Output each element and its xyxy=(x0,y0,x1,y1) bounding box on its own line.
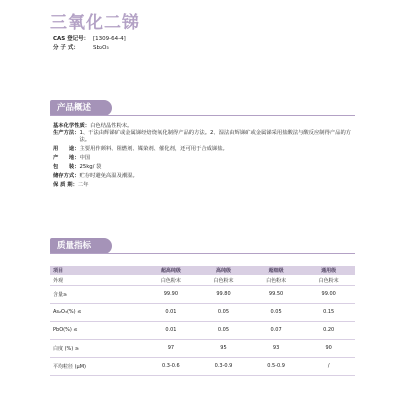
overview-value: 贮存时避免高温及潮湿。 xyxy=(79,173,138,179)
table-header-row xyxy=(50,266,355,275)
section-header-quality xyxy=(50,238,355,254)
formula-label: 分 子 式： xyxy=(53,45,79,51)
overview-key: 包 装： xyxy=(53,164,80,170)
overview-value: 中国 xyxy=(79,155,91,161)
cas-value: [1309-64-4] xyxy=(93,36,126,42)
overview-row-packaging xyxy=(53,164,353,171)
cas-number xyxy=(53,36,126,43)
overview-row-origin xyxy=(53,155,353,162)
overview-row-usage xyxy=(53,146,353,153)
section-divider xyxy=(50,115,355,116)
overview-value: 白色结晶性粉末。 xyxy=(90,123,133,129)
section-header-overview xyxy=(50,100,355,116)
overview-value: 1、干法由辉锑矿或金属锑经焙烧氧化制得产品的方法。2、湿法由辉锑矿或金属锑采用盐酸法与酸反应制得产品的方法。 xyxy=(79,130,352,143)
page-title: 三氧化二锑 xyxy=(50,13,140,33)
table-cell: 0.05 xyxy=(250,303,303,321)
table-cell: 0.05 xyxy=(197,303,250,321)
table-cell: 0.3-0.9 xyxy=(197,357,250,375)
formula-value: Sb₂O₃ xyxy=(93,45,109,51)
table-cell: 0.01 xyxy=(145,321,198,339)
table-cell: 93 xyxy=(250,339,303,357)
table-cell: 0.5-0.9 xyxy=(250,357,303,375)
overview-key: 基本化学性质： xyxy=(53,123,91,129)
table-row xyxy=(50,357,355,375)
table-cell: 0.01 xyxy=(145,303,198,321)
table-cell: 白色粉末 xyxy=(250,275,303,285)
table-row xyxy=(50,303,355,321)
overview-key: 产 地： xyxy=(53,155,80,161)
overview-row-properties xyxy=(53,123,353,130)
table-cell: As₂O₃(%) ≤ xyxy=(50,303,145,321)
cas-label: CAS 登记号： xyxy=(53,36,90,42)
table-cell: 0.20 xyxy=(302,321,355,339)
table-cell: 99.00 xyxy=(302,285,355,303)
overview-value: 主要用作颜料、阻燃剂、媒染剂、催化剂，还可用于合成锑盐。 xyxy=(79,146,228,152)
table-cell: 白色粉末 xyxy=(302,275,355,285)
overview-value: 二年 xyxy=(77,182,89,188)
table-header-cell: 项目 xyxy=(50,266,145,275)
table-cell: 0.15 xyxy=(302,303,355,321)
table-row xyxy=(50,275,355,285)
table-cell: 90 xyxy=(302,339,355,357)
overview-key: 保 质 期： xyxy=(53,182,78,188)
section-divider xyxy=(50,253,355,254)
table-cell: 0.3-0.6 xyxy=(145,357,198,375)
table-cell: 白色粉末 xyxy=(145,275,198,285)
table-cell: 99.80 xyxy=(197,285,250,303)
table-cell: 97 xyxy=(145,339,198,357)
section-title-overview: 产品概述 xyxy=(50,100,112,116)
table-header-cell: 通用级 xyxy=(302,266,355,275)
overview-value: 25kg/ 袋 xyxy=(79,164,102,170)
table-row xyxy=(50,321,355,339)
overview-key: 储存方式： xyxy=(53,173,80,179)
table-cell: / xyxy=(302,357,355,375)
table-header-cell: 超细级 xyxy=(250,266,303,275)
table-cell: 99.90 xyxy=(145,285,198,303)
overview-row-shelf-life xyxy=(53,182,353,189)
table-cell: PbO(%) ≤ xyxy=(50,321,145,339)
table-cell: 0.05 xyxy=(197,321,250,339)
table-cell: 0.07 xyxy=(250,321,303,339)
overview-key: 用 途： xyxy=(53,146,80,152)
table-cell: 含量≥ xyxy=(50,285,145,303)
table-cell: 白色粉末 xyxy=(197,275,250,285)
overview-block xyxy=(53,123,353,189)
section-title-quality: 质量指标 xyxy=(50,238,112,254)
table-cell: 99.50 xyxy=(250,285,303,303)
table-cell: 95 xyxy=(197,339,250,357)
table-header-cell: 超高纯级 xyxy=(145,266,198,275)
table-cell: 白度 (%) ≥ xyxy=(50,339,145,357)
table-header-cell: 高纯级 xyxy=(197,266,250,275)
table-cell: 平均粒径 (μM) xyxy=(50,357,145,375)
table-cell: 外观 xyxy=(50,275,145,285)
overview-row-production xyxy=(53,130,353,144)
molecular-formula xyxy=(53,45,109,52)
overview-row-storage xyxy=(53,173,353,180)
table-row xyxy=(50,285,355,303)
table-row xyxy=(50,339,355,357)
overview-key: 生产方法： xyxy=(53,130,80,136)
quality-spec-table xyxy=(50,266,355,376)
